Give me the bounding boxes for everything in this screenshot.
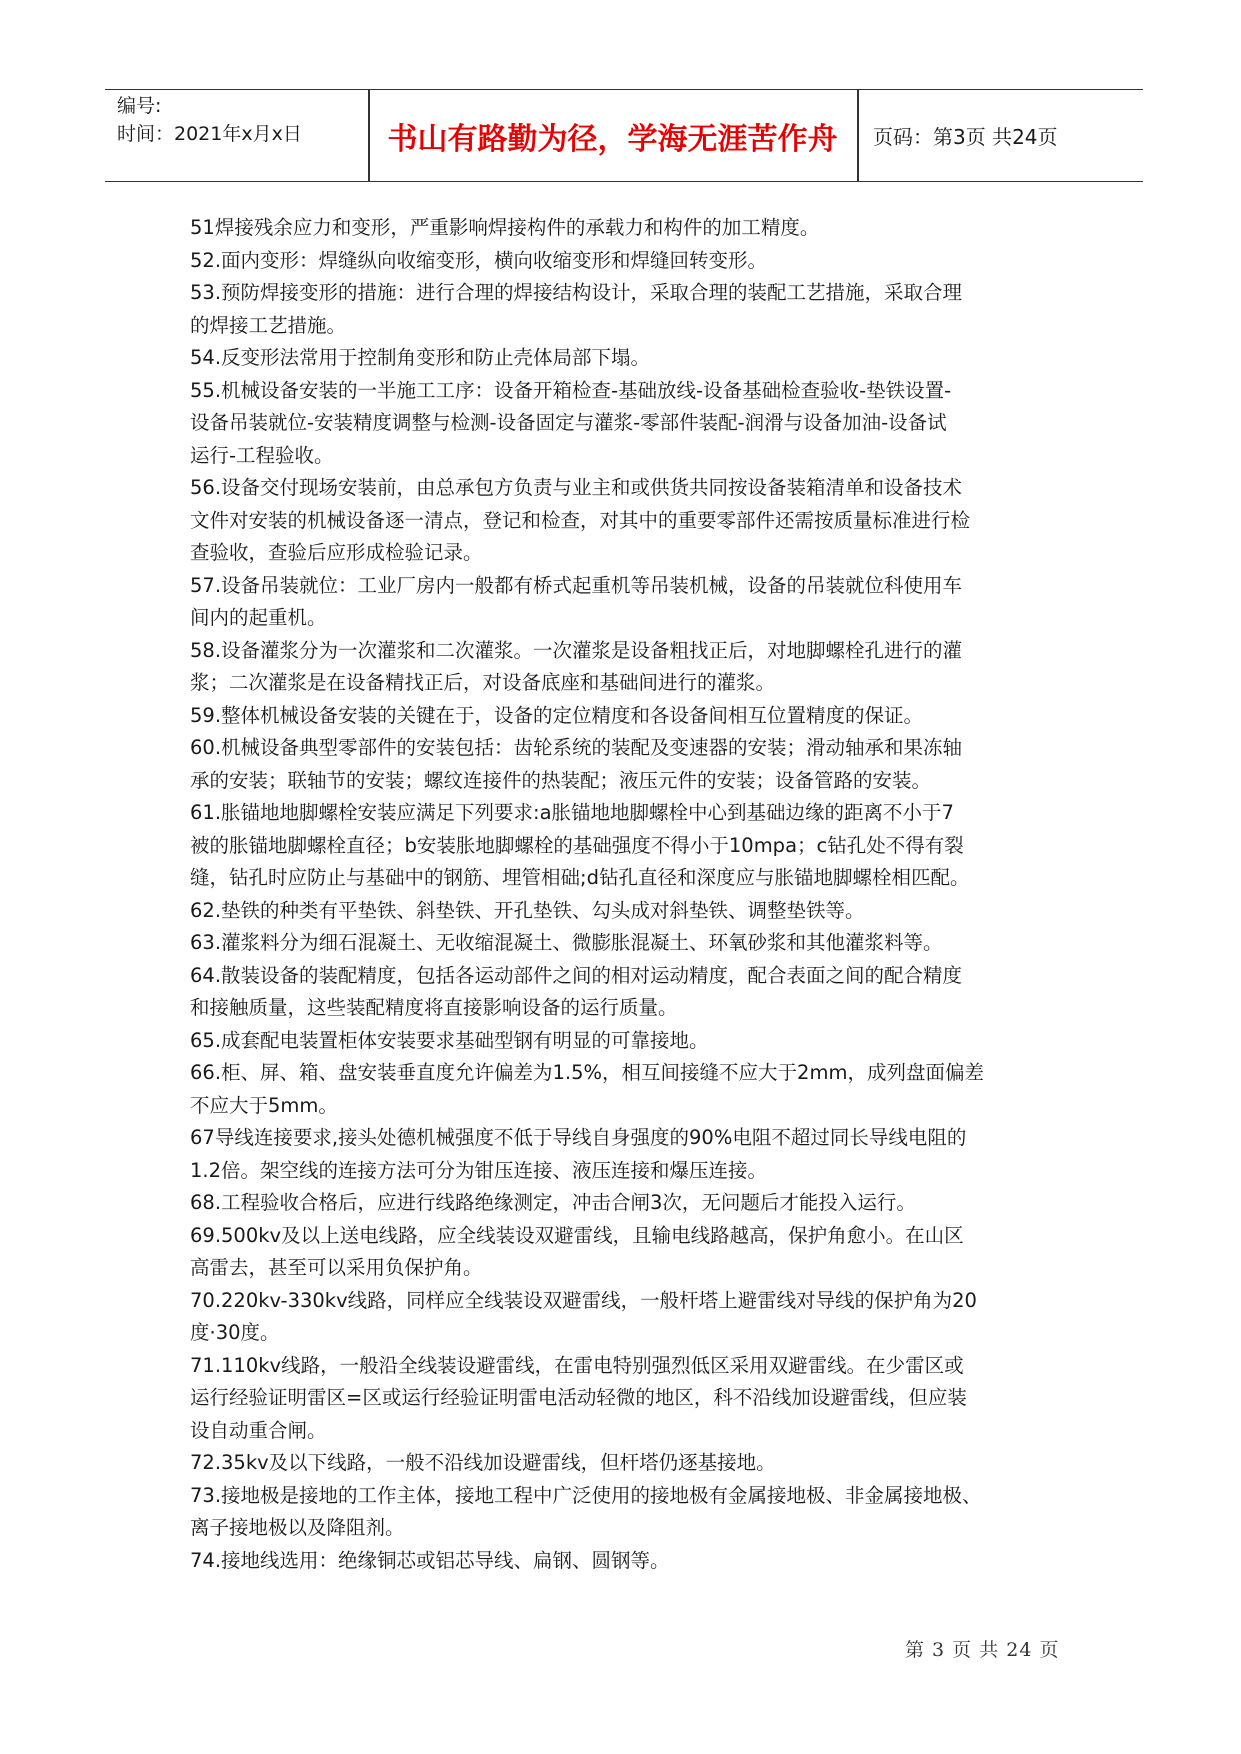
page-footer: 第 3 页 共 24 页 <box>905 1639 1060 1661</box>
list-item-line: 54.反变形法常用于控制角变形和防止壳体局部下塌。 <box>190 346 651 369</box>
list-item-line: 61.胀锚地地脚螺栓安装应满足下列要求:a胀锚地地脚螺栓中心到基础边缘的距离不小于7 <box>190 801 954 824</box>
list-item-line: 68.工程验收合格后，应进行线路绝缘测定，冲击合闸3次，无问题后才能投入运行。 <box>190 1191 916 1214</box>
list-item <box>190 472 1070 570</box>
list-item <box>190 1025 1070 1058</box>
list-item <box>190 375 1070 473</box>
list-item <box>190 1480 1070 1545</box>
list-item <box>190 1220 1070 1285</box>
list-item-line: 71.110kv线路，一般沿全线装设避雷线，在雷电特别强烈低区采用双避雷线。在少雷区或 <box>190 1353 964 1377</box>
list-item <box>190 1285 1070 1350</box>
header-divider <box>857 90 859 181</box>
list-item <box>190 570 1070 635</box>
list-item <box>190 732 1070 797</box>
document-number-label: 编号: <box>117 95 162 117</box>
list-item-line: 51焊接残余应力和变形，严重影响焊接构件的承载力和构件的加工精度。 <box>190 216 820 239</box>
list-item-line: 设自动重合闸。 <box>190 1418 327 1442</box>
list-item-line: 被的胀锚地脚螺栓直径；b安装胀地脚螺栓的基础强度不得小于10mpa；c钻孔处不得有裂 <box>190 833 964 857</box>
list-item <box>190 797 1070 895</box>
list-item <box>190 1350 1070 1448</box>
list-item-line: 55.机械设备安装的一半施工工序：设备开箱检查-基础放线-设备基础检查验收-垫铁设置- <box>190 378 952 402</box>
list-item <box>190 245 1070 278</box>
list-item-line: 承的安装；联轴节的安装；螺纹连接件的热装配；液压元件的安装；设备管路的安装。 <box>190 768 932 792</box>
list-item <box>190 1187 1070 1220</box>
list-item-line: 53.预防焊接变形的措施：进行合理的焊接结构设计，采取合理的装配工艺措施，采取合理 <box>190 281 963 304</box>
list-item-line: 1.2倍。架空线的连接方法可分为钳压连接、液压连接和爆压连接。 <box>190 1158 768 1182</box>
list-item <box>190 895 1070 928</box>
list-item <box>190 635 1070 700</box>
list-item-line: 66.柜、屏、箱、盘安装垂直度允许偏差为1.5%，相互间接缝不应大于2mm，成列盘面偏差 <box>190 1061 984 1084</box>
list-item <box>190 927 1070 960</box>
list-item <box>190 1057 1070 1122</box>
page-header <box>105 89 1143 182</box>
list-item-line: 缝，钻孔时应防止与基础中的钢筋、埋管相础;d钻孔直径和深度应与胀锚地脚螺栓相匹配。 <box>190 866 970 889</box>
list-item-line: 69.500kv及以上送电线路，应全线装设双避雷线，且输电线路越高，保护角愈小。在山区 <box>190 1223 964 1247</box>
list-item-line: 查验收，查验后应形成检验记录。 <box>190 541 483 564</box>
list-item <box>190 1545 1070 1578</box>
document-time-label: 时间：2021年x月x日 <box>117 123 302 145</box>
list-item <box>190 960 1070 1025</box>
list-item-line: 运行-工程验收。 <box>190 443 334 467</box>
list-item-line: 60.机械设备典型零部件的安装包括：齿轮系统的装配及变速器的安装；滑动轴承和果冻轴 <box>190 736 963 759</box>
list-item-line: 73.接地极是接地的工作主体，接地工程中广泛使用的接地极有金属接地极、非金属接地极、 <box>190 1483 982 1507</box>
list-item <box>190 1122 1070 1187</box>
list-item-line: 52.面内变形：焊缝纵向收缩变形，横向收缩变形和焊缝回转变形。 <box>190 248 768 272</box>
list-item-line: 文件对安装的机械设备逐一清点，登记和检查，对其中的重要零部件还需按质量标准进行检 <box>190 508 971 532</box>
list-item <box>190 700 1070 733</box>
document-body <box>190 212 1070 1577</box>
list-item-line: 64.散装设备的装配精度，包括各运动部件之间的相对运动精度，配合表面之间的配合精度 <box>190 963 963 987</box>
list-item-line: 56.设备交付现场安装前，由总承包方负责与业主和或供货共同按设备装箱清单和设备技术 <box>190 476 963 499</box>
header-meta <box>117 92 302 148</box>
list-item-line: 高雷去，甚至可以采用负保护角。 <box>190 1256 483 1279</box>
list-item-line: 的焊接工艺措施。 <box>190 313 347 337</box>
list-item-line: 间内的起重机。 <box>190 606 327 629</box>
list-item-line: 运行经验证明雷区=区或运行经验证明雷电活动轻微的地区，科不沿线加设避雷线，但应装 <box>190 1386 967 1409</box>
list-item-line: 63.灌浆料分为细石混凝土、无收缩混凝土、微膨胀混凝土、环氧砂浆和其他灌浆料等。 <box>190 931 943 954</box>
list-item <box>190 342 1070 375</box>
header-page-info: 页码：第3页 共24页 <box>873 125 1058 149</box>
list-item-line: 62.垫铁的种类有平垫铁、斜垫铁、开孔垫铁、勾头成对斜垫铁、调整垫铁等。 <box>190 898 865 922</box>
list-item-line: 70.220kv-330kv线路，同样应全线装设双避雷线，一般杆塔上避雷线对导线的保护角为20 <box>190 1288 977 1312</box>
list-item-line: 67导线连接要求,接头处德机械强度不低于导线自身强度的90%电阻不超过同长导线电阻的 <box>190 1126 967 1149</box>
list-item-line: 65.成套配电装置柜体安装要求基础型钢有明显的可靠接地。 <box>190 1028 709 1052</box>
list-item-line: 和接触质量，这些装配精度将直接影响设备的运行质量。 <box>190 996 678 1019</box>
list-item-line: 74.接地线选用：绝缘铜芯或铝芯导线、扁钢、圆钢等。 <box>190 1548 670 1572</box>
list-item-line: 58.设备灌浆分为一次灌浆和二次灌浆。一次灌浆是设备粗找正后，对地脚螺栓孔进行的灌 <box>190 638 963 662</box>
list-item <box>190 1447 1070 1480</box>
list-item-line: 59.整体机械设备安装的关键在于，设备的定位精度和各设备间相互位置精度的保证。 <box>190 703 924 727</box>
list-item-line: 设备吊装就位-安装精度调整与检测-设备固定与灌浆-零部件装配-润滑与设备加油-设备试 <box>190 411 947 434</box>
list-item <box>190 212 1070 245</box>
header-motto: 书山有路勤为径，学海无涯苦作舟 <box>387 121 838 157</box>
list-item-line: 浆；二次灌浆是在设备精找正后，对设备底座和基础间进行的灌浆。 <box>190 671 776 694</box>
list-item-line: 57.设备吊装就位：工业厂房内一般都有桥式起重机等吊装机械，设备的吊装就位科使用车 <box>190 573 963 597</box>
list-item-line: 72.35kv及以下线路，一般不沿线加设避雷线，但杆塔仍逐基接地。 <box>190 1451 776 1474</box>
list-item <box>190 277 1070 342</box>
list-item-line: 不应大于5mm。 <box>190 1093 338 1117</box>
list-item-line: 离子接地极以及降阻剂。 <box>190 1516 405 1539</box>
list-item-line: 度·30度。 <box>190 1321 280 1344</box>
